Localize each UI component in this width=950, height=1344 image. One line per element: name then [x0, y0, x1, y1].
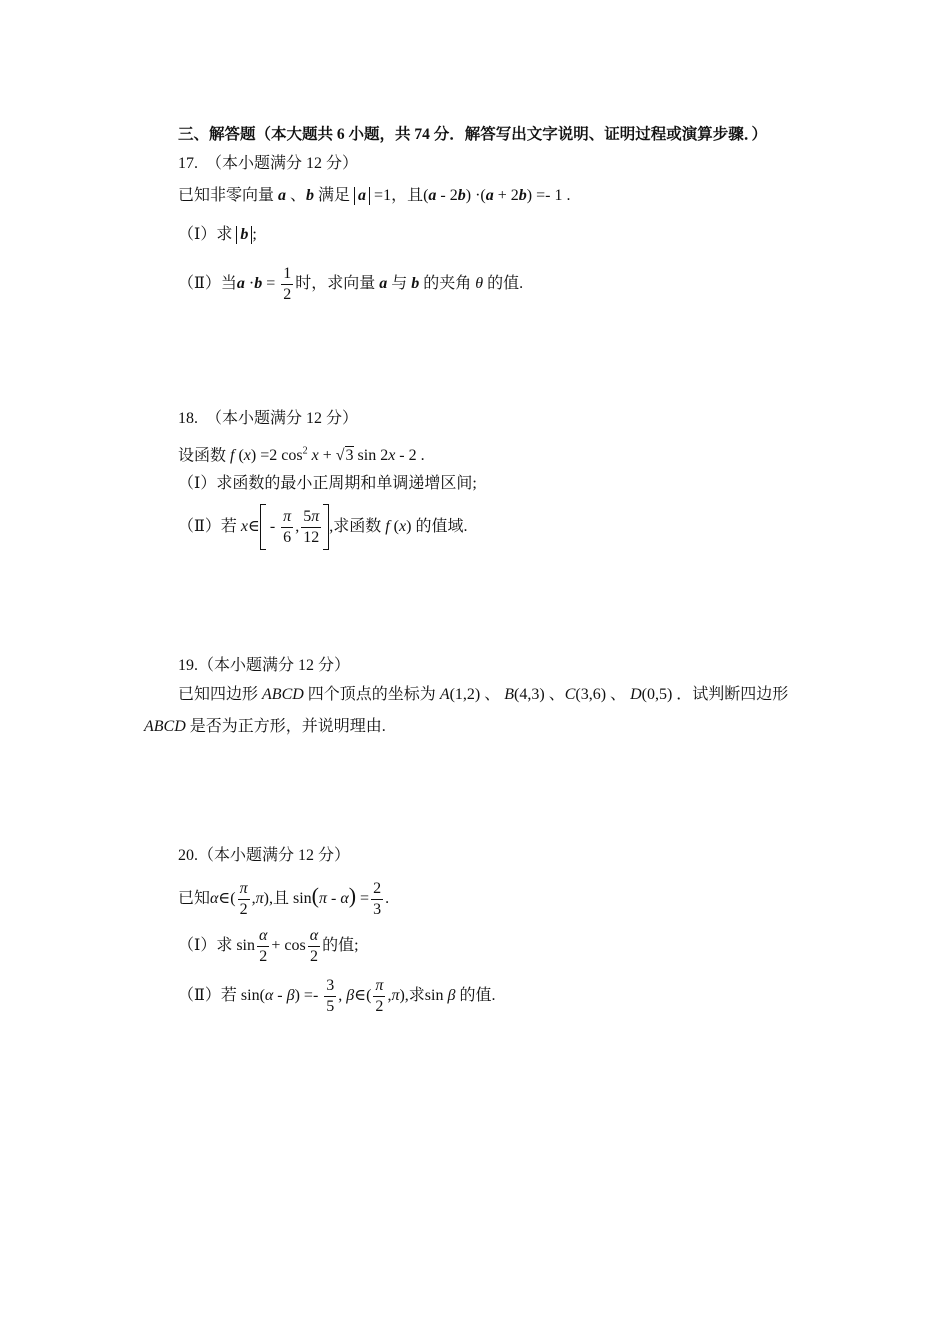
q20-part2-end: 的值.	[459, 987, 496, 1004]
q20-stem-prefix: 已知	[178, 890, 211, 907]
q17-part2-and: 与	[391, 275, 408, 292]
q17-part2-mid: 时，求向量	[295, 275, 376, 292]
q20-formula-sin: sin(π - α) = $\frac{2}{3}$ .	[288, 879, 390, 918]
q17-part2	[178, 262, 523, 306]
q20-formula-beta: sin(α - β) =- $\frac{3}{5}$ , β∈( $\frac{\pi}{2}$ ,π)	[236, 976, 405, 1015]
q20-header: 20.（本小题满分 12 分）	[178, 847, 351, 864]
q20-formula-alpha: α∈( $\frac{\pi}{2}$ ,π),	[210, 879, 273, 918]
q17-part1	[178, 224, 257, 246]
q18-formula-domain: x∈ - $\frac{\pi}{6}$ , $\frac{5\pi}{12}$	[241, 518, 329, 535]
q17-formula-norm: a =1	[354, 187, 391, 204]
q20-part2-prefix: （Ⅱ）若	[178, 987, 237, 1004]
q18-part2-end: 的值域.	[415, 518, 468, 535]
q20-part1	[178, 922, 359, 970]
q18-formula-f: f (x) =2 $\cos^2 x + √3$ sin 2x - 2 .	[230, 446, 425, 465]
q17-header: 17. （本小题满分 12 分）	[178, 155, 359, 172]
q17-formula-a: a	[375, 275, 392, 292]
q20-part1-end: 的值;	[322, 937, 359, 954]
q20-part2-mid: ,求	[404, 987, 425, 1004]
q17-stem-tail: ，且	[391, 187, 424, 204]
q19-line1	[178, 684, 788, 706]
q20-stem	[178, 872, 389, 923]
q19-line2	[144, 716, 386, 738]
q20-part1-prefix: （Ⅰ）求	[178, 937, 233, 954]
q17-formula-vectors: a 、b	[278, 187, 315, 204]
q18-part2-mid: ,求函数	[329, 518, 382, 535]
q18-part1: （Ⅰ）求函数的最小正周期和单调递增区间;	[178, 475, 477, 492]
q19-line1-mid: 四个顶点的坐标为	[307, 686, 436, 703]
q18-part2-prefix: （Ⅱ）若	[178, 518, 237, 535]
q17-formula-b: b	[407, 275, 424, 292]
q19-line1-end: ．试判断四边形	[676, 686, 789, 703]
q20-part2	[178, 972, 495, 1020]
q17-formula-ab: a ·b = $\frac{1}{2}$	[236, 264, 292, 303]
q17-part1-label: （Ⅰ）求	[178, 226, 233, 243]
q17-formula-normb: b ;	[236, 226, 256, 243]
q17-part2-prefix: （Ⅱ）当	[178, 275, 237, 292]
q17-formula-dot: (a - 2b) ·(a + 2b) =- 1 .	[423, 187, 571, 204]
q19-header: 19.（本小题满分 12 分）	[178, 657, 351, 674]
q17-stem	[178, 185, 570, 207]
section-heading: 三、解答题（本大题共 6 小题，共 74 分．解答写出文字说明、证明过程或演算步骤．）	[178, 126, 768, 143]
q18-stem-prefix: 设函数	[178, 447, 227, 465]
q19-formula-points: A(1,2) 、 B(4,3) 、C(3,6) 、 D(0,5)	[439, 686, 677, 703]
q19-formula-abcd: ABCD	[258, 686, 308, 703]
q18-formula-fx: f (x)	[385, 518, 412, 535]
q19-formula-abcd2: ABCD	[144, 718, 190, 735]
q19-line2-end: 是否为正方形，并说明理由.	[189, 718, 386, 735]
q18-header: 18. （本小题满分 12 分）	[178, 410, 359, 427]
q18-stem	[178, 441, 425, 467]
q17-formula-theta: θ	[471, 275, 488, 292]
q19-line1-prefix: 已知四边形	[178, 686, 259, 703]
q20-stem-mid: 且	[272, 890, 289, 907]
q17-stem-prefix: 已知非零向量	[178, 187, 275, 204]
q20-formula-sinbeta: sin β	[424, 987, 456, 1004]
q20-formula-half: sin $\frac{\alpha}{2}$ + cos $\frac{\alpha}{2}$	[232, 926, 319, 965]
q17-stem-mid: 满足	[318, 187, 351, 204]
q18-part2	[178, 503, 467, 551]
q17-part2-tail: 的夹角	[423, 275, 472, 292]
q17-part2-end: 的值.	[487, 275, 524, 292]
